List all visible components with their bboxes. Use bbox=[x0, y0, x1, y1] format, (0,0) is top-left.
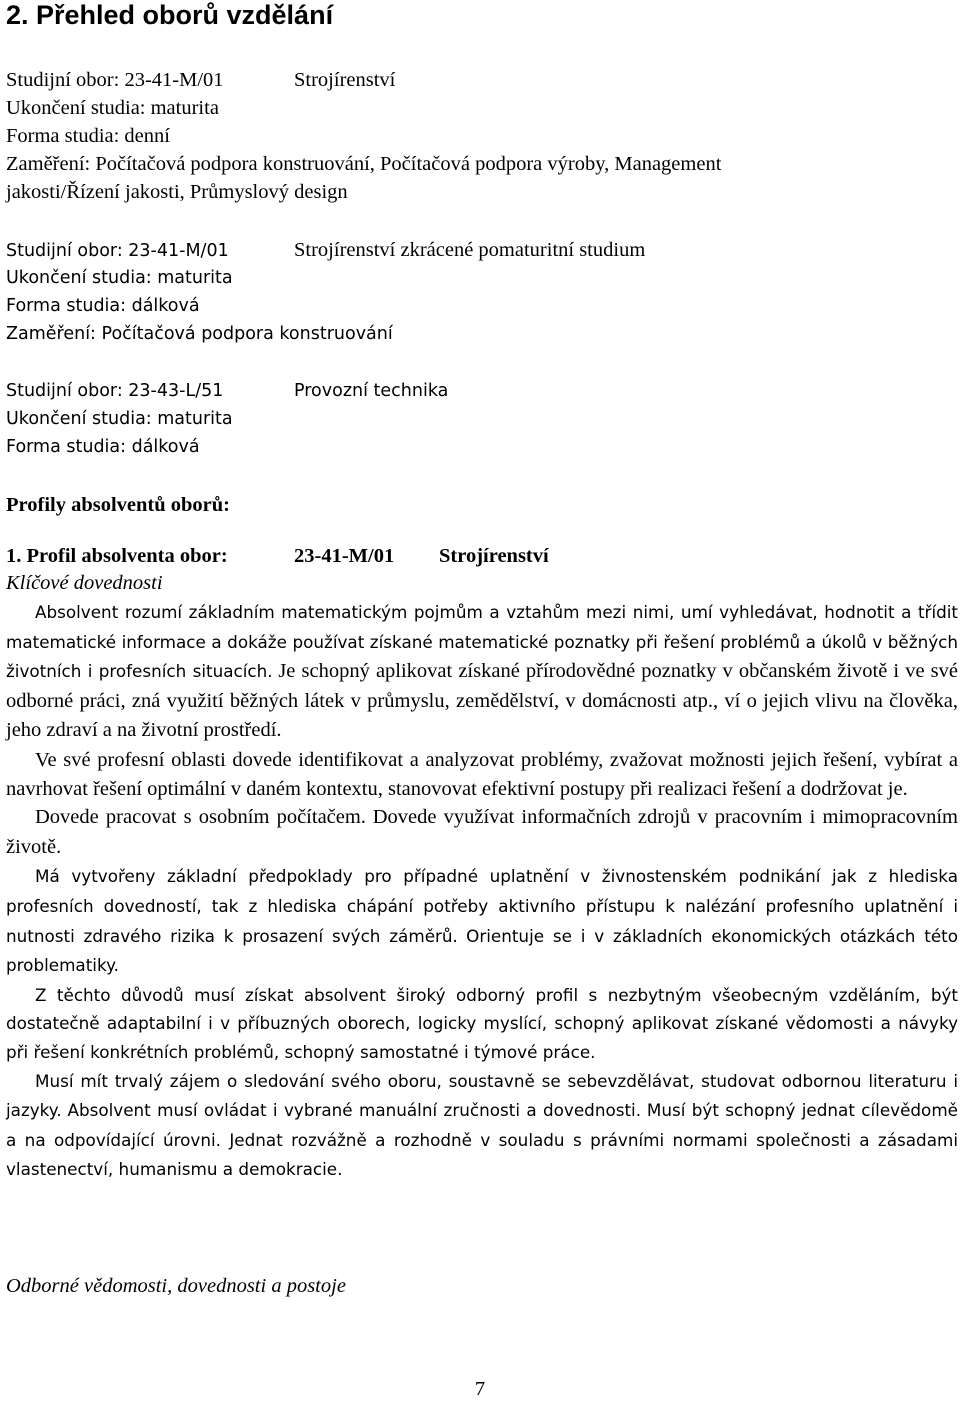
zamereni-line: Zaměření: Počítačová podpora konstruování bbox=[6, 324, 393, 344]
section-heading-odborne: Odborné vědomosti, dovednosti a postoje bbox=[6, 1275, 346, 1297]
forma-studia: Forma studia: dálková bbox=[6, 437, 200, 457]
ukonceni: Ukončení studia: maturita bbox=[6, 409, 233, 429]
paragraph: Dovede pracovat s osobním počítačem. Dovede využívat informačních zdrojů v pracovním i mimopracovním životě. bbox=[6, 806, 958, 858]
obor-label: Studijní obor: 23-41-M/01 bbox=[6, 241, 229, 261]
obor-block-2 bbox=[6, 236, 645, 348]
profil-title bbox=[6, 542, 549, 570]
obor-name: Strojírenství zkrácené pomaturitní studium bbox=[294, 239, 646, 261]
zamereni-line: Zaměření: Počítačová podpora konstruování, Počítačová podpora výroby, Management bbox=[6, 153, 722, 175]
section-heading-klicove: Klíčové dovednosti bbox=[6, 572, 163, 594]
paragraph: Absolvent rozumí základním matematickým pojmům a vztahům mezi nimi, umí vyhledávat, hodnotit a třídit matematické informace a dokáže používat získané matematické poznatky při řešení problémů a úkolů v běžných životních i profesních situacích. Je schopný aplikovat získané přírodovědné poznatky v občanském životě i ve své odborné práci, zná využití běžných látek v průmyslu, zemědělství, v domácnosti atp., ví o jejich vlivu na člověka, jeho zdraví a na životní prostředí. bbox=[6, 602, 959, 742]
forma-studia: Forma studia: denní bbox=[6, 125, 170, 147]
page-number: 7 bbox=[474, 1378, 486, 1400]
obor-name: Provozní technika bbox=[294, 381, 449, 401]
profil-body bbox=[6, 598, 958, 1185]
ukonceni: Ukončení studia: maturita bbox=[6, 97, 219, 119]
paragraph: Ve své profesní oblasti dovede identifikovat a analyzovat problémy, zvažovat možnosti jejich řešení, vybírat a navrhovat řešení optimální v daném kontextu, stanovovat efektivní postupy při realizaci řešení a dodržovat je. bbox=[6, 748, 958, 800]
obor-label: Studijní obor: 23-41-M/01 bbox=[6, 69, 224, 91]
profil-title-prefix: 1. Profil absolventa obor: bbox=[6, 545, 228, 567]
obor-block-1 bbox=[6, 66, 721, 206]
obor-label: Studijní obor: 23-43-L/51 bbox=[6, 381, 224, 401]
profil-name: Strojírenství bbox=[439, 545, 549, 567]
obor-name: Strojírenství bbox=[294, 69, 396, 91]
paragraph: Musí mít trvalý zájem o sledování svého oboru, soustavně se sebevzdělávat, studovat odbornou literaturu i jazyky. Absolvent musí ovládat i vybrané manuální zručnosti a dovednosti. Musí být schopný jednat cílevědomě a na odpovídající úrovni. Jednat rozvážně a rozhodně v souladu s právními normami společnosti a zásadami vlastenectví, humanismu a demokracie. bbox=[6, 1070, 958, 1180]
profil-code: 23-41-M/01 bbox=[294, 545, 395, 567]
paragraph: Má vytvořeny základní předpoklady pro případné uplatnění v živnostenském podnikání jak z hlediska profesních dovedností, tak z hlediska chápání potřeby aktivního přístupu k nalézání profesního uplatnění i nutnosti zdravého rizika k prosazení svých záměrů. Orientuje se i v základních ekonomických otázkách této problematiky. bbox=[6, 866, 958, 976]
paragraph: Z těchto důvodů musí získat absolvent široký odborný profil s nezbytným všeobecným vzděláním, být dostatečně adaptabilní i v příbuzných oborech, logicky myslící, schopný aplikovat získané vědomosti a návyky při řešení konkrétních problémů, schopný samostatné i týmové práce. bbox=[6, 984, 958, 1062]
profily-heading: Profily absolventů oborů: bbox=[6, 494, 230, 516]
page-title: 2. Přehled oborů vzdělání bbox=[6, 0, 334, 30]
ukonceni: Ukončení studia: maturita bbox=[6, 268, 233, 288]
forma-studia: Forma studia: dálková bbox=[6, 296, 200, 316]
obor-block-3 bbox=[6, 377, 448, 461]
zamereni-line: jakosti/Řízení jakosti, Průmyslový design bbox=[6, 181, 348, 203]
